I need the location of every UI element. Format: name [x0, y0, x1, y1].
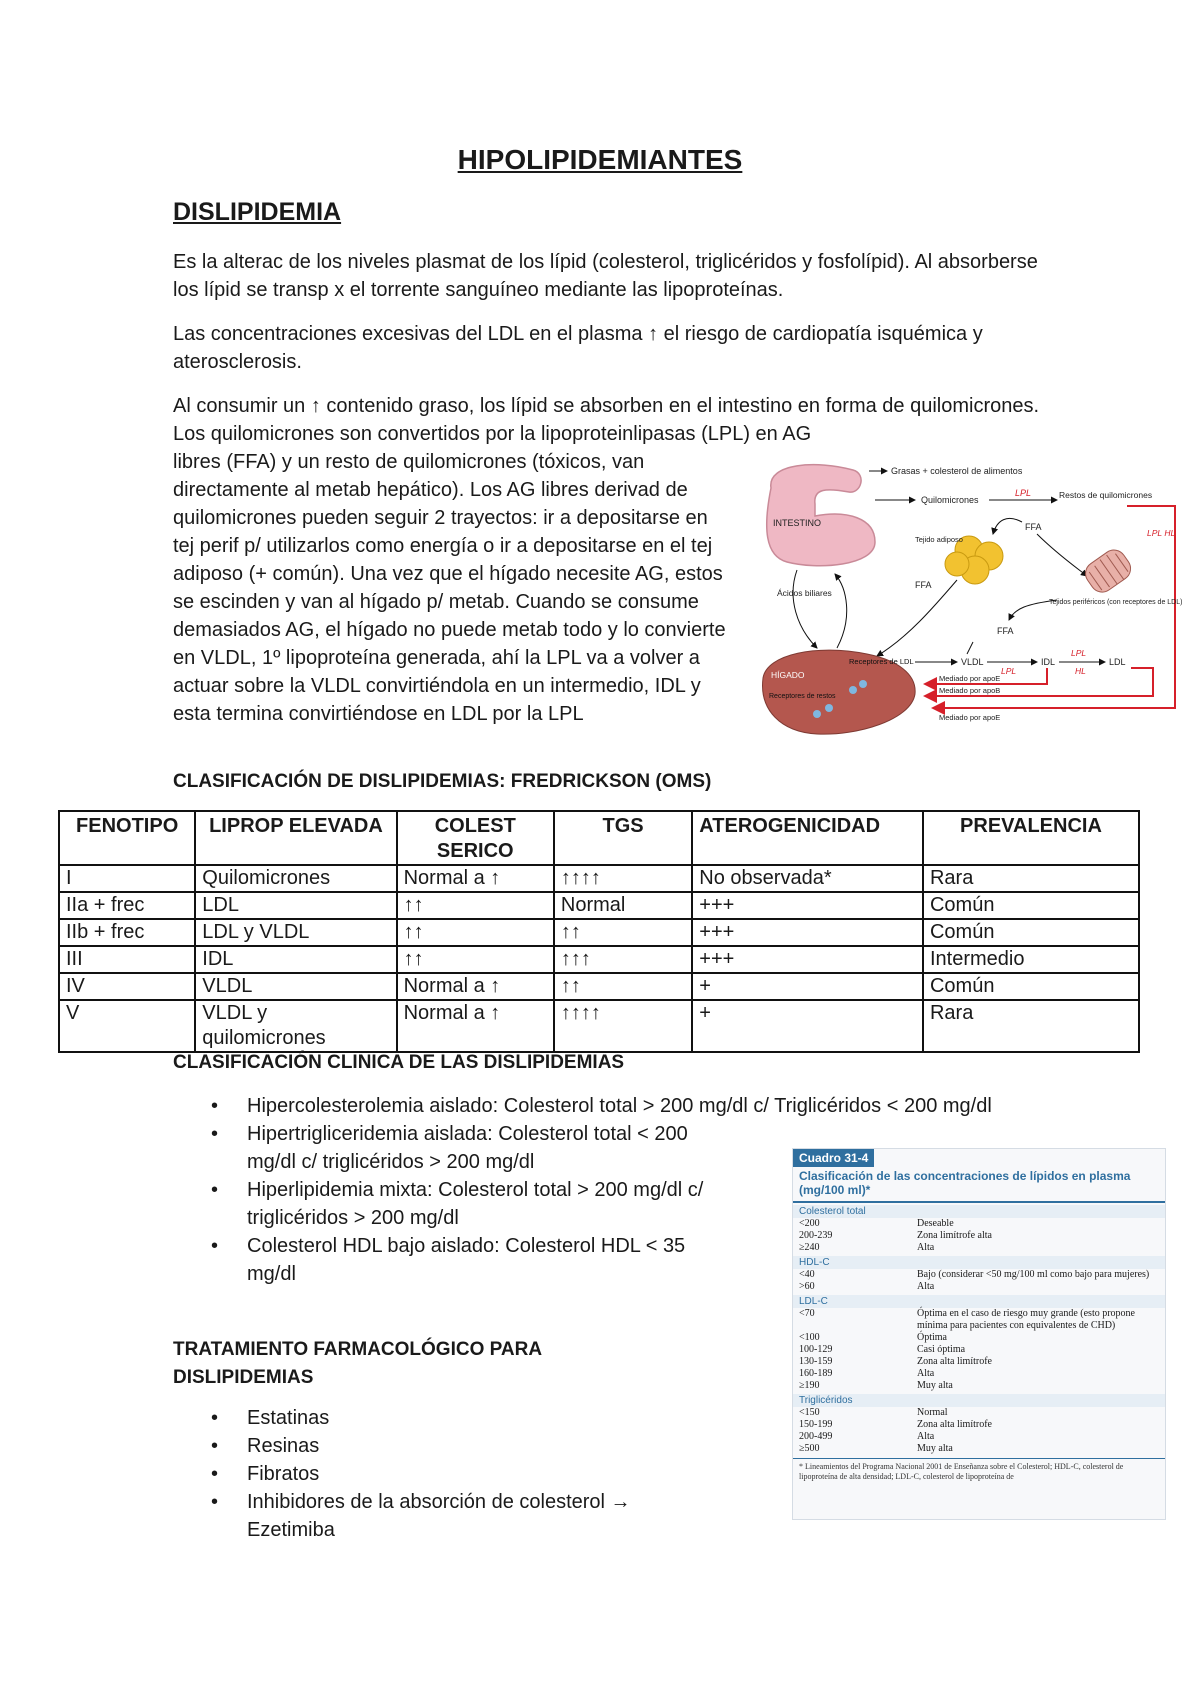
table-cell: +++ [692, 919, 923, 946]
table-cell: V [59, 1000, 195, 1052]
table-cell: Normal [554, 892, 692, 919]
apob-label: Mediado por apoB [939, 686, 1001, 695]
table-cell: LDL y VLDL [195, 919, 396, 946]
cuadro-value: 200-239 [799, 1230, 833, 1241]
bullet-icon: • [211, 1435, 219, 1457]
bullet-icon: • [211, 1463, 219, 1485]
cuadro-row [793, 1368, 1165, 1380]
table-cell: IDL [195, 946, 396, 973]
list-item [173, 1460, 753, 1488]
table-cell: Normal a ↑ [397, 1000, 554, 1052]
cuadro-row [793, 1230, 1165, 1242]
table-cell: ↑↑↑ [554, 946, 692, 973]
table-cell: Común [923, 892, 1139, 919]
cuadro-group-header: Colesterol total [793, 1205, 1165, 1218]
bullet-icon: • [211, 1179, 219, 1201]
paragraph-ldl-risk: Las concentraciones excesivas del LDL en el plasma ↑ el riesgo de cardiopatía isquémica y aterosclerosis. [173, 323, 983, 373]
list-item [173, 1232, 717, 1288]
lipid-concentration-table-figure [792, 1148, 1166, 1520]
ffa-label-top: FFA [1025, 522, 1042, 532]
cuadro-level: Muy alta [917, 1380, 953, 1391]
page-title: HIPOLIPIDEMIANTES [457, 144, 743, 175]
table-cell: VLDL [195, 973, 396, 1000]
header-fenotipo: FENOTIPO [59, 811, 195, 865]
cuadro-value: ≥240 [799, 1242, 820, 1253]
table-cell: Común [923, 973, 1139, 1000]
grasas-label: Grasas + colesterol de alimentos [891, 466, 1023, 476]
ffa-label-bottom: FFA [997, 626, 1014, 636]
higado-label: HÍGADO [771, 670, 805, 680]
cuadro-body [793, 1205, 1165, 1455]
table-cell: VLDL y quilomicrones [195, 1000, 396, 1052]
table-header-row [59, 811, 1139, 865]
cuadro-level: Zona alta limítrofe [917, 1356, 992, 1367]
cuadro-row [793, 1269, 1165, 1281]
lpl-hl-label: LPL HL [1147, 528, 1176, 538]
table-cell: Quilomicrones [195, 865, 396, 892]
table-cell: ↑↑↑↑ [554, 1000, 692, 1052]
fredrickson-title: CLASIFICACIÓN DE DISLIPIDEMIAS: FREDRICKSON (OMS) [173, 771, 712, 792]
list-item [173, 1176, 717, 1232]
cuadro-row [793, 1419, 1165, 1431]
cuadro-row [793, 1242, 1165, 1254]
header-colest: COLEST SERICO [397, 811, 554, 865]
cuadro-value: <100 [799, 1332, 820, 1343]
cuadro-level: Casi óptima [917, 1344, 966, 1355]
cuadro-row [793, 1443, 1165, 1455]
cuadro-level: Deseable [917, 1218, 954, 1229]
bullet-icon: • [211, 1407, 219, 1429]
paragraph-absorption-detail: libres (FFA) y un resto de quilomicrones (tóxicos, van directamente al metab hepático). Los AG libres derivad de quilomicrones pueden seguir 2 trayectos: ir a depositarse en tej perif p/ utilizarlos como energía o ir a depositarse en el tej adiposo (+ común). Una vez que el hígado necesite AG, estos se escinden y van al hígado p/ metab. Cuando se consume demasiados AG, el hígado no puede metab todo y lo convierte en VLDL, 1º lipoproteína generada, ahí la LPL va a volver a actuar sobre la VLDL convirtiéndola en un intermedio, IDL y esta termina convirtiéndose en LDL por la LPL [173, 451, 726, 725]
lpl-label-top: LPL [1015, 488, 1032, 498]
ffa-label-left: FFA [915, 580, 932, 590]
lipoprotein-metabolism-diagram [757, 458, 1187, 740]
table-cell: Rara [923, 1000, 1139, 1052]
cuadro-label: Cuadro 31-4 [793, 1149, 874, 1167]
list-item [173, 1092, 1033, 1120]
lpl-label-right: LPL [1071, 648, 1087, 658]
treatment-list [173, 1404, 753, 1544]
header-tgs: TGS [554, 811, 692, 865]
table-cell: Normal a ↑ [397, 865, 554, 892]
table-cell: IV [59, 973, 195, 1000]
fredrickson-table [58, 810, 1140, 1053]
cuadro-row [793, 1356, 1165, 1368]
receptores-ldl-label: Receptores de LDL [849, 657, 914, 666]
list-item-text: Hiperlipidemia mixta: Colesterol total > 200 mg/dl c/ triglicéridos > 200 mg/dl [247, 1179, 704, 1229]
table-cell: III [59, 946, 195, 973]
idl-label: IDL [1041, 657, 1056, 667]
table-row [59, 973, 1139, 1000]
table-cell: Común [923, 919, 1139, 946]
table-row [59, 865, 1139, 892]
cuadro-row [793, 1281, 1165, 1293]
cuadro-title: Clasificación de las concentraciones de lípidos en plasma (mg/100 ml)* [793, 1167, 1165, 1203]
cuadro-value: <40 [799, 1269, 815, 1280]
list-item-text: Estatinas [247, 1407, 330, 1429]
peripheral-tissue-icon [1081, 545, 1135, 596]
cuadro-level: Zona limítrofe alta [917, 1230, 992, 1241]
cuadro-value: 130-159 [799, 1356, 833, 1367]
cuadro-group-header: HDL-C [793, 1256, 1165, 1269]
list-item-text: Hipertrigliceridemia aislada: Colesterol total < 200 mg/dl c/ triglicéridos > 200 mg/dl [247, 1123, 688, 1173]
cuadro-value: <150 [799, 1407, 820, 1418]
list-item [173, 1404, 753, 1432]
cuadro-level: Bajo (considerar <50 mg/100 ml como bajo para mujeres) [917, 1269, 1150, 1280]
bullet-icon: • [211, 1235, 219, 1257]
table-cell: +++ [692, 892, 923, 919]
cuadro-row [793, 1407, 1165, 1419]
ldl-label: LDL [1109, 657, 1126, 667]
quilomicrones-label: Quilomicrones [921, 495, 979, 505]
paragraph-absorption-intro: Al consumir un ↑ contenido graso, los lípid se absorben en el intestino en forma de quilomicrones. Los quilomicrones son convertidos por la lipoproteinlipasas (LPL) en AG [173, 395, 1040, 445]
vldl-label: VLDL [961, 657, 984, 667]
apoe-label: Mediado por apoE [939, 674, 1001, 683]
tejido-adiposo-label: Tejido adiposo [915, 535, 963, 544]
list-item [173, 1120, 717, 1176]
tejidos-perifericos-label: Tejidos periféricos (con receptores de LDL) [1049, 599, 1183, 606]
cuadro-level: Alta [917, 1368, 935, 1379]
table-cell: Normal a ↑ [397, 973, 554, 1000]
cuadro-row [793, 1332, 1165, 1344]
table-cell: LDL [195, 892, 396, 919]
table-cell: ↑↑ [397, 946, 554, 973]
treatment-title: TRATAMIENTO FARMACOLÓGICO PARA DISLIPIDEMIAS [173, 1339, 542, 1388]
cuadro-level: Alta [917, 1431, 935, 1442]
cuadro-row [793, 1344, 1165, 1356]
cuadro-level: Óptima [917, 1332, 947, 1343]
cuadro-value: 200-499 [799, 1431, 833, 1442]
cuadro-value: 100-129 [799, 1344, 833, 1355]
lpl-label-mid: LPL [1001, 666, 1017, 676]
cuadro-level: Normal [917, 1407, 948, 1418]
table-row [59, 919, 1139, 946]
cuadro-row [793, 1431, 1165, 1443]
cuadro-value: <70 [799, 1308, 815, 1319]
cuadro-row [793, 1218, 1165, 1230]
bullet-icon: • [211, 1123, 219, 1145]
hl-label: HL [1075, 666, 1086, 676]
table-cell: ↑↑ [554, 973, 692, 1000]
list-item [173, 1488, 667, 1544]
table-cell: ↑↑ [397, 892, 554, 919]
list-item-text: Resinas [247, 1435, 320, 1457]
cuadro-value: ≥500 [799, 1443, 820, 1454]
cuadro-value: 150-199 [799, 1419, 833, 1430]
cuadro-row [793, 1308, 1165, 1332]
table-cell: ↑↑↑↑ [554, 865, 692, 892]
cuadro-level: Muy alta [917, 1443, 953, 1454]
list-item-text: Inhibidores de la absorción de colesterol → Ezetimiba [247, 1491, 631, 1541]
list-item-text: Fibratos [247, 1463, 320, 1485]
apoe2-label: Mediado por apoE [939, 713, 1001, 722]
table-cell: I [59, 865, 195, 892]
cuadro-group-header: Triglicéridos [793, 1394, 1165, 1407]
clinical-classification-title: CLASIFICACIÓN CLINICA DE LAS DISLIPIDEMIAS [173, 1052, 625, 1073]
header-prevalencia: PREVALENCIA [923, 811, 1139, 865]
paragraph-definition: Es la alterac de los niveles plasmat de los lípid (colesterol, triglicéridos y fosfolípid). Al absorberse los lípid se transp x el torrente sanguíneo mediante las lipoproteínas. [173, 251, 1038, 301]
list-item-text: Hipercolesterolemia aislado: Colesterol total > 200 mg/dl c/ Triglicéridos < 200 mg/dl [247, 1095, 992, 1117]
table-row [59, 1000, 1139, 1052]
cuadro-row [793, 1380, 1165, 1392]
cuadro-value: <200 [799, 1218, 820, 1229]
intestine-label: INTESTINO [773, 518, 822, 528]
cuadro-level: Alta [917, 1242, 935, 1253]
cuadro-value: 160-189 [799, 1368, 833, 1379]
table-cell: + [692, 973, 923, 1000]
header-aterogenicidad: ATEROGENICIDAD [692, 811, 923, 865]
cuadro-footnote: * Lineamientos del Programa Nacional 2001 de Enseñanza sobre el Colesterol; HDL-C, colesterol de lipoproteína de alta densidad; LDL-C, colesterol de lipoproteína de [793, 1458, 1165, 1485]
cuadro-value: >60 [799, 1281, 815, 1292]
cuadro-value: ≥190 [799, 1380, 820, 1391]
cuadro-level: Zona alta limítrofe [917, 1419, 992, 1430]
section-title-dislipidemia: DISLIPIDEMIA [173, 198, 342, 226]
cuadro-group-header: LDL-C [793, 1295, 1165, 1308]
header-liprop: LIPROP ELEVADA [195, 811, 396, 865]
cuadro-level: Óptima en el caso de riesgo muy grande (esto propone mínima para pacientes con equivalentes de CHD) [917, 1308, 1135, 1331]
table-cell: IIb + frec [59, 919, 195, 946]
table-cell: +++ [692, 946, 923, 973]
list-item-text: Colesterol HDL bajo aislado: Colesterol HDL < 35 mg/dl [247, 1235, 686, 1285]
table-cell: ↑↑ [397, 919, 554, 946]
table-cell: + [692, 1000, 923, 1052]
cuadro-level: Alta [917, 1281, 935, 1292]
table-cell: ↑↑ [554, 919, 692, 946]
table-cell: Intermedio [923, 946, 1139, 973]
restos-label: Restos de quilomicrones [1059, 490, 1153, 500]
acidos-biliares-label: Ácidos biliares [777, 588, 832, 598]
bullet-icon: • [211, 1095, 219, 1117]
table-cell: No observada* [692, 865, 923, 892]
intestine-shape [767, 465, 875, 566]
table-cell: Rara [923, 865, 1139, 892]
table-row [59, 946, 1139, 973]
list-item [173, 1432, 753, 1460]
table-row [59, 892, 1139, 919]
receptores-restos-label: Receptores de restos [769, 693, 836, 700]
table-cell: IIa + frec [59, 892, 195, 919]
bullet-icon: • [211, 1491, 219, 1513]
